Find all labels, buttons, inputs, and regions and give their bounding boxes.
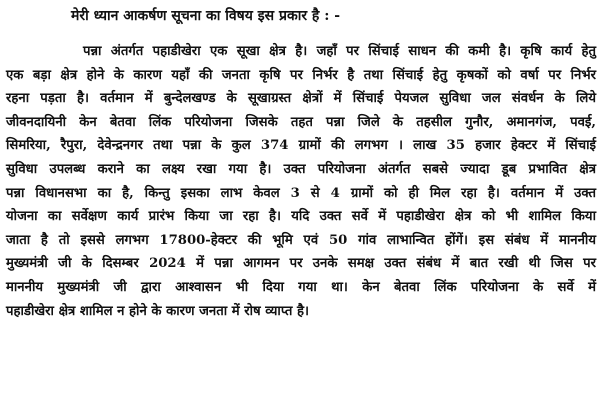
paragraph-line: पन्ना विधानसभा का है, किन्तु इसका लाभ केवल 3 से 4 ग्रामों को ही मिल रहा है। वर्तमान में उक्त [6, 185, 596, 201]
paragraph-line: मुख्यमंत्री जी के दिसम्बर 2024 में पन्ना आगमन पर उनके समक्ष उक्त संबंध में बात रखी थी जिस पर [6, 256, 596, 272]
paragraph-line: योजना का सर्वेक्षण कार्य प्रारंभ किया जा रहा है। यदि उक्त सर्वे में पहाडीखेरा क्षेत्र को भी शामिल किया [6, 209, 596, 225]
paragraph-line: सिमरिया, रैपुरा, देवेन्द्रनगर तथा पन्ना के कुल 374 ग्रामों की लगभग । लाख 35 हजार हेक्टर में सिंचाई [6, 138, 596, 154]
paragraph-line: माननीय मुख्यमंत्री जी द्वारा आश्वासन भी दिया गया था। केन बेतवा लिंक परियोजना के सर्वे में [6, 279, 596, 295]
paragraph-line: एक बड़ा क्षेत्र होने के कारण यहाँ की जनता कृषि पर निर्भर है तथा सिंचाई हेतु कृषकों को वर्षा पर निर्भर [6, 67, 596, 83]
notice-paragraph [6, 40, 596, 323]
paragraph-line: जाता है तो इससे लगभग 17800-हेक्टर की भूमि एवं 50 गांव लाभान्वित होंगें। इस संबंध में माननीय [6, 232, 596, 248]
paragraph-line: पन्ना अंतर्गत पहाडीखेरा एक सूखा क्षेत्र है। जहाँ पर सिंचाई साधन की कमी है। कृषि कार्य हेतु [83, 44, 596, 59]
paragraph-line: रहना पड़ता है। वर्तमान में बुन्देलखण्ड के सूखाग्रस्त क्षेत्रों में सिंचाई पेयजल सुविधा जल संवर्धन के लिये [6, 91, 596, 107]
paragraph-line: पहाडीखेरा क्षेत्र शामिल न होने के कारण जनता में रोष व्याप्त है। [6, 303, 310, 319]
paragraph-line: सुविधा उपलब्ध कराने का लक्ष्य रखा गया है। उक्त परियोजना अंतर्गत सबसे ज्यादा डूब प्रभावित क्षेत्र [6, 161, 596, 177]
paragraph-line: जीवनदायिनी केन बेतवा लिंक परियोजना जिसके तहत पन्ना जिले के तहसील गुनौर, अमानगंज, पवई, [6, 114, 596, 130]
notice-subject-heading: मेरी ध्यान आकर्षण सूचना का विषय इस प्रकार है : - [71, 8, 341, 24]
